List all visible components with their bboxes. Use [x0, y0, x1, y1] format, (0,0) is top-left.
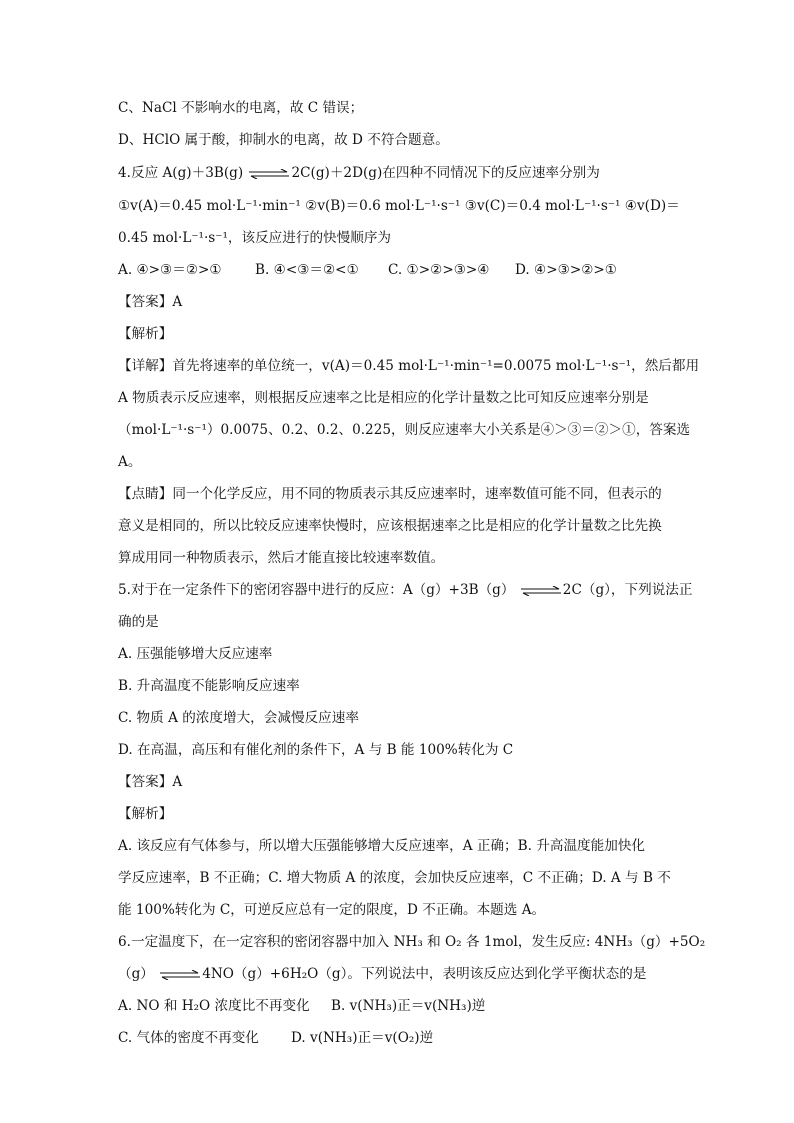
text-line: 意义是相同的，所以比较反应速率快慢时，应该根据速率之比是相应的化学计量数之比先换	[118, 518, 662, 534]
option-d: D. 在高温，高压和有催化剂的条件下，A 与 B 能 100%转化为 C	[118, 742, 514, 758]
text-segment: 2C(g)＋2D(g)在四种不同情况下的反应速率分别为	[291, 165, 600, 181]
text-line: ①v(A)＝0.45 mol·L⁻¹·min⁻¹ ②v(B)＝0.6 mol·L⁻¹·s⁻¹ ③v(C)＝0.4 mol·L⁻¹·s⁻¹ ④v(D)＝	[118, 198, 680, 214]
question-6-options-row1	[118, 996, 485, 1016]
text-segment: 5.对于在一定条件下的密闭容器中进行的反应：A（g）+3B（g）	[118, 582, 515, 598]
option-a: A. 压强能够增大反应速率	[118, 646, 273, 662]
option-c: C. 气体的密度不再变化	[118, 1030, 259, 1046]
text-segment: 4.反应 A(g)＋3B(g)	[118, 165, 244, 181]
option-d: D. ④>③>②>①	[515, 262, 617, 278]
analysis-heading: 【解析】	[118, 806, 173, 822]
text-line: A. 该反应有气体参与，所以增大压强能够增大反应速率，A 正确；B. 升高温度能加快化	[118, 838, 646, 854]
equilibrium-arrow-icon	[158, 970, 202, 980]
text-line: 【详解】首先将速率的单位统一，v(A)＝0.45 mol·L⁻¹·min⁻¹=0.0075 mol·L⁻¹·s⁻¹，然后都用	[118, 358, 700, 374]
text-line: 0.45 mol·L⁻¹·s⁻¹，该反应进行的快慢顺序为	[118, 230, 392, 246]
question-5-stem	[118, 580, 693, 600]
text-line: C、NaCl 不影响水的电离，故 C 错误；	[118, 100, 364, 116]
question-4-stem	[118, 163, 600, 183]
question-6-stem	[118, 964, 646, 984]
text-line: 确的是	[118, 614, 159, 630]
text-line: 6.一定温度下，在一定容积的密闭容器中加入 NH₃ 和 O₂ 各 1mol，发生反应: 4NH₃（g）+5O₂	[118, 934, 706, 950]
option-b: B. v(NH₃)正＝v(NH₃)逆	[331, 998, 486, 1014]
text-segment: （g）	[118, 966, 154, 982]
text-line: 学反应速率，B 不正确；C. 增大物质 A 的浓度，会加快反应速率，C 不正确；D. A 与 B 不	[118, 870, 671, 886]
option-d: D. v(NH₃)正＝v(O₂)逆	[291, 1030, 434, 1046]
equilibrium-arrow-icon	[519, 586, 563, 596]
text-segment: 4NO（g）+6H₂O（g）。下列说法中，表明该反应达到化学平衡状态的是	[202, 966, 647, 982]
text-line: 能 100%转化为 C，可逆反应总有一定的限度，D 不正确。本题选 A。	[118, 902, 546, 918]
question-6-options-row2	[118, 1028, 433, 1048]
option-b: B. 升高温度不能影响反应速率	[118, 678, 300, 694]
option-b: B. ④<③＝②<①	[255, 262, 359, 278]
text-line: A。	[118, 454, 142, 470]
answer-line: 【答案】A	[118, 294, 183, 310]
option-a: A. NO 和 H₂O 浓度比不再变化	[118, 998, 310, 1014]
text-segment: 2C（g），下列说法正	[562, 582, 693, 598]
question-4-options	[118, 260, 617, 280]
text-line: （mol·L⁻¹·s⁻¹）0.0075、0.2、0.2、0.225，则反应速率大小关系是④＞③＝②＞①，答案选	[118, 422, 691, 438]
text-line: 算成用同一种物质表示，然后才能直接比较速率数值。	[118, 550, 445, 566]
option-a: A. ④>③＝②>①	[118, 262, 222, 278]
analysis-heading: 【解析】	[118, 326, 173, 342]
option-c: C. ①>②>③>④	[388, 262, 490, 278]
option-c: C. 物质 A 的浓度增大，会减慢反应速率	[118, 710, 359, 726]
text-line: 【点睛】同一个化学反应，用不同的物质表示其反应速率时，速率数值可能不同，但表示的	[118, 486, 662, 502]
equilibrium-arrow-icon	[247, 169, 291, 179]
text-line: A 物质表示反应速率，则根据反应速率之比是相应的化学计量数之比可知反应速率分别是	[118, 390, 649, 406]
text-line: D、HClO 属于酸，抑制水的电离，故 D 不符合题意。	[118, 132, 449, 148]
answer-line: 【答案】A	[118, 774, 183, 790]
